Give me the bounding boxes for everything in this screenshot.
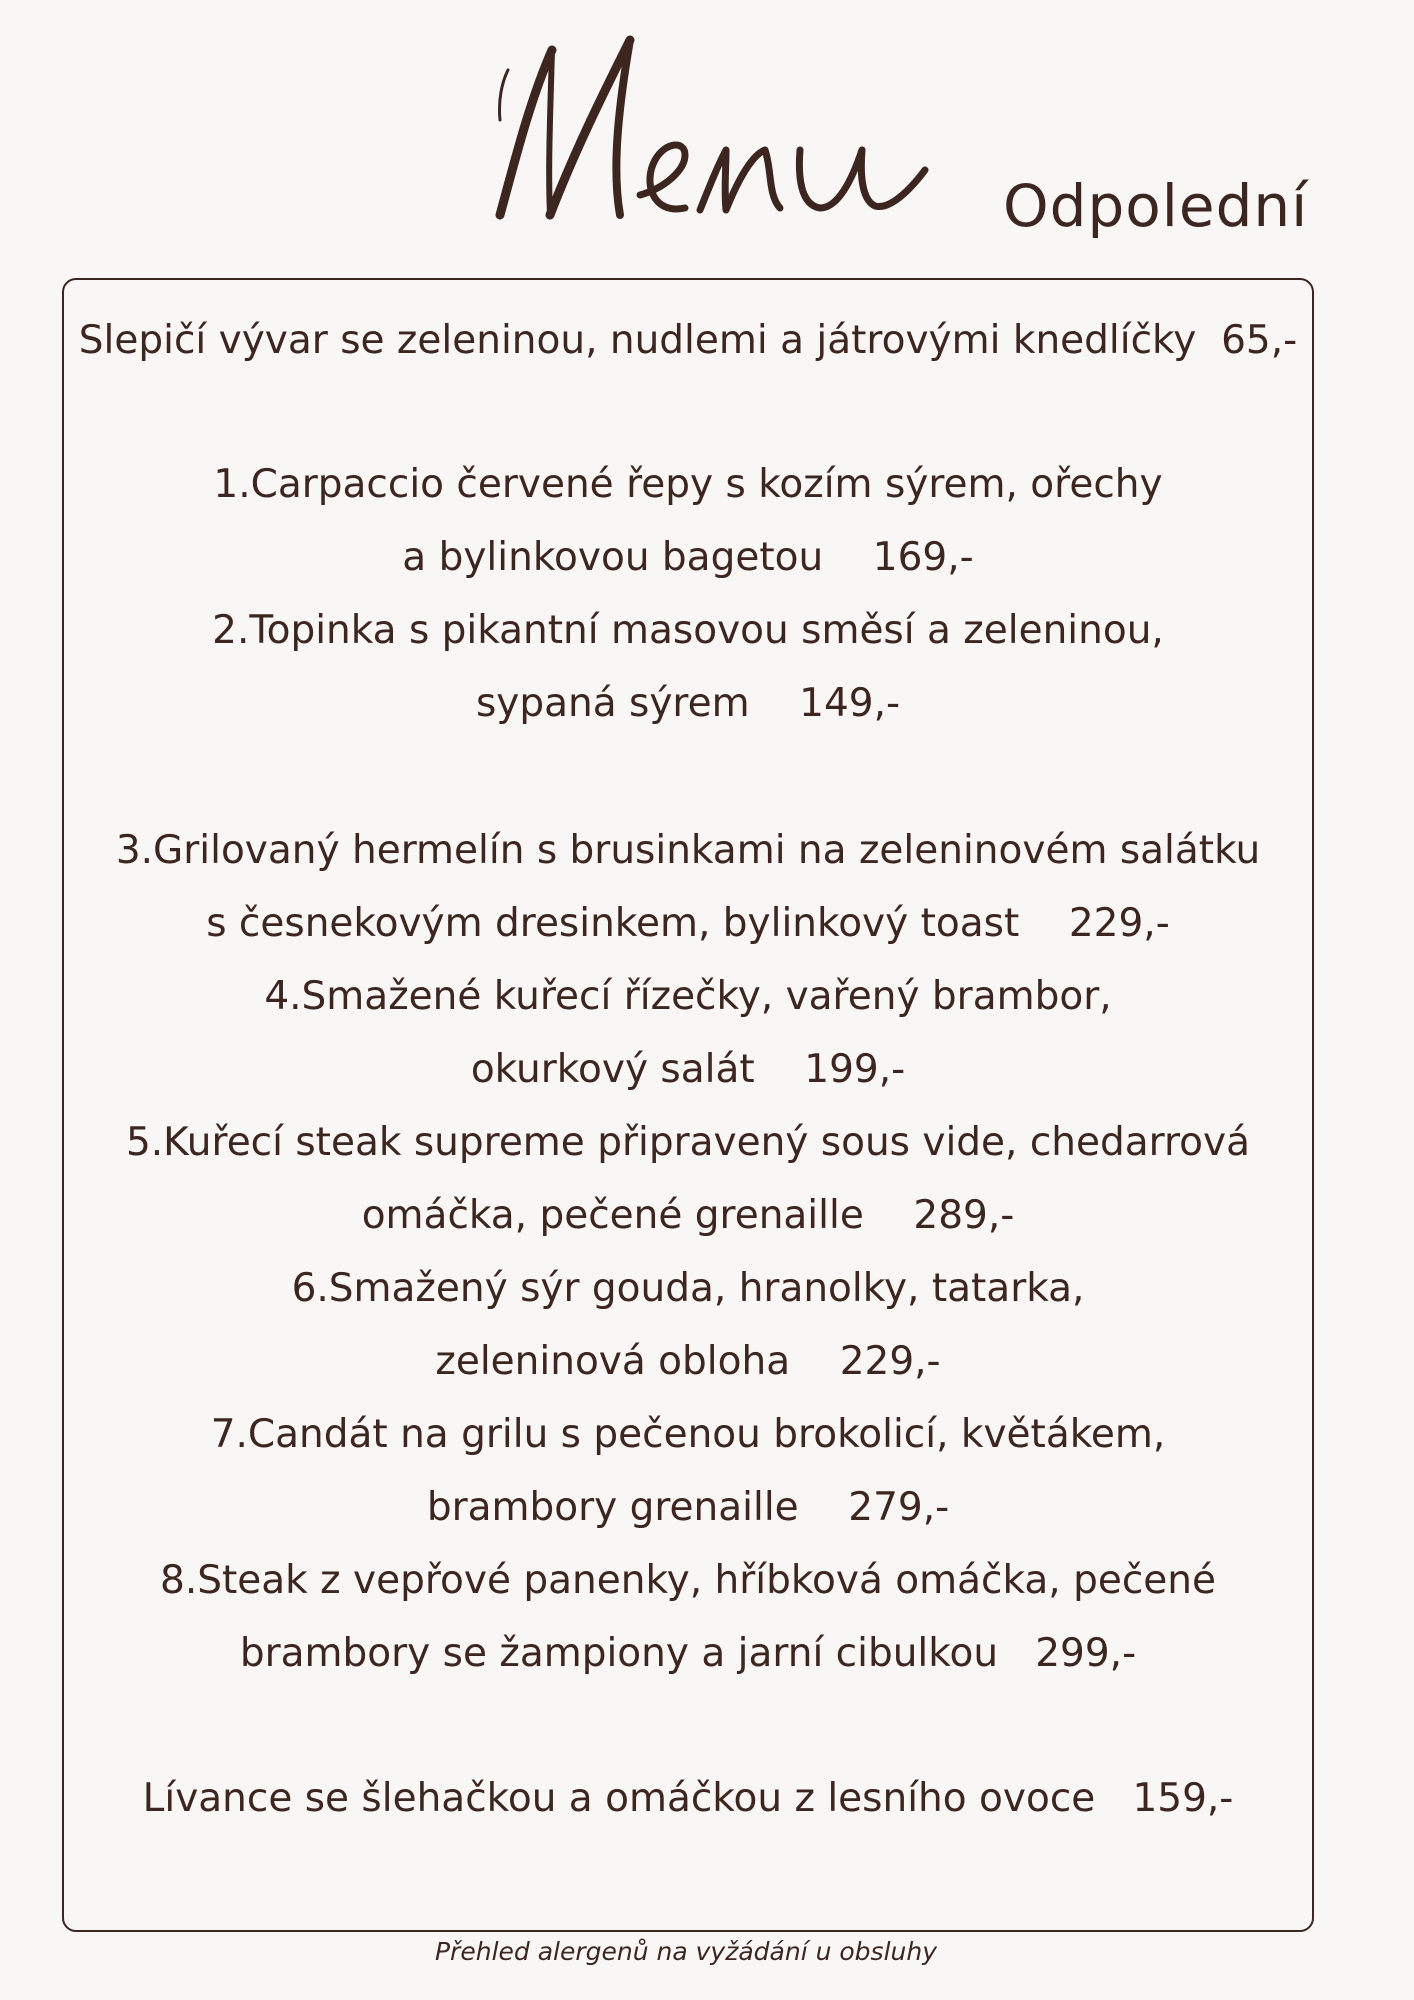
menu-frame	[62, 278, 1314, 1932]
item-7-line-2: brambory grenaille 279,-	[426, 1485, 950, 1530]
item-8-line-1: 8.Steak z vepřové panenky, hříbková omáčka, pečené	[160, 1558, 1216, 1603]
item-3-line-2: s česnekovým dresinkem, bylinkový toast 229,-	[206, 901, 1170, 946]
item-8-line-2: brambory se žampiony a jarní cibulkou 299,-	[239, 1631, 1137, 1676]
item-7-line-1: 7.Candát na grilu s pečenou brokolicí, květákem,	[210, 1412, 1166, 1457]
item-3-line-1: 3.Grilovaný hermelín s brusinkami na zeleninovém salátku	[115, 828, 1261, 873]
menu-subtitle: Odpolední	[1003, 172, 1309, 240]
item-6-line-2: zeleninová obloha 229,-	[435, 1339, 941, 1384]
soup-line: Slepičí vývar se zeleninou, nudlemi a játrovými knedlíčky 65,-	[78, 318, 1298, 363]
item-2-line-2: sypaná sýrem 149,-	[475, 681, 901, 726]
item-5-line-2: omáčka, pečené grenaille 289,-	[361, 1193, 1015, 1238]
item-4-line-1: 4.Smažené kuřecí řízečky, vařený brambor,	[264, 974, 1112, 1019]
item-2-line-1: 2.Topinka s pikantní masovou směsí a zeleninou,	[212, 608, 1164, 653]
menu-title	[480, 270, 481, 271]
menu-title-lettering	[480, 10, 960, 270]
item-6-line-1: 6.Smažený sýr gouda, hranolky, tatarka,	[291, 1266, 1085, 1311]
item-1-line-2: a bylinkovou bagetou 169,-	[402, 535, 974, 580]
allergen-note: Přehled alergenů na vyžádání u obsluhy	[434, 1937, 937, 1966]
item-4-line-2: okurkový salát 199,-	[470, 1047, 906, 1092]
item-1-line-1: 1.Carpaccio červené řepy s kozím sýrem, ořechy	[213, 462, 1163, 507]
dessert-line: Lívance se šlehačkou a omáčkou z lesního ovoce 159,-	[142, 1776, 1234, 1821]
menu-script-logo	[480, 10, 960, 270]
item-5-line-1: 5.Kuřecí steak supreme připravený sous vide, chedarrová	[125, 1120, 1251, 1165]
